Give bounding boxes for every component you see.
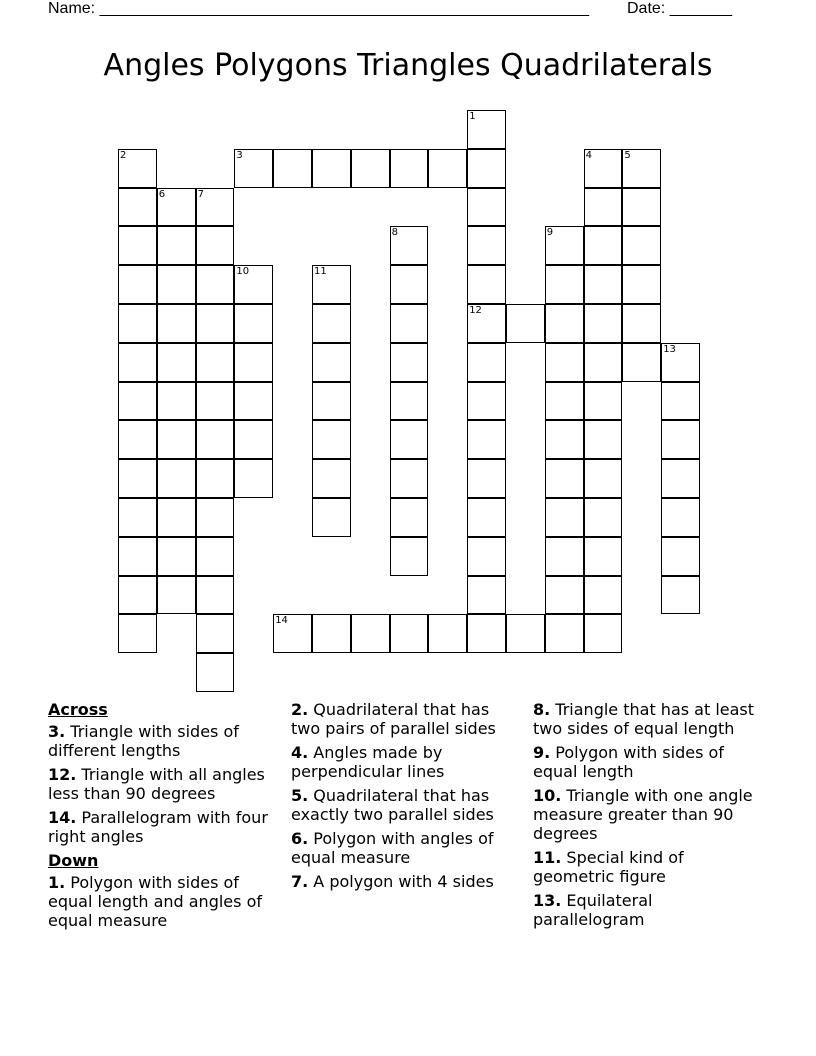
crossword-cell[interactable]	[312, 459, 351, 498]
clue-text: Polygon with angles of equal measure	[291, 829, 494, 867]
crossword-cell[interactable]	[312, 343, 351, 382]
crossword-cell[interactable]	[196, 459, 235, 498]
crossword-cell[interactable]	[273, 149, 312, 188]
crossword-cell[interactable]	[390, 265, 429, 304]
clue-number: 2.	[291, 700, 309, 719]
crossword-cell[interactable]	[312, 498, 351, 537]
crossword-cell[interactable]	[157, 576, 196, 615]
crossword-cell[interactable]	[157, 188, 196, 227]
clue-number: 4.	[291, 743, 309, 762]
clue-number: 10.	[533, 786, 562, 805]
clue-text: Angles made by perpendicular lines	[291, 743, 445, 781]
crossword-cell[interactable]	[622, 226, 661, 265]
crossword-cell[interactable]	[584, 459, 623, 498]
clue-down-9	[533, 743, 765, 781]
crossword-cell[interactable]	[157, 498, 196, 537]
crossword-cell[interactable]	[390, 304, 429, 343]
crossword-cell[interactable]	[467, 188, 506, 227]
crossword-cell[interactable]	[428, 149, 467, 188]
crossword-cell[interactable]	[622, 343, 661, 382]
down-heading: Down	[48, 851, 99, 870]
crossword-cell[interactable]	[467, 343, 506, 382]
clue-number: 7.	[291, 872, 309, 891]
crossword-cell[interactable]	[622, 188, 661, 227]
clue-down-8	[533, 700, 765, 738]
clue-text: Equilateral parallelogram	[533, 891, 653, 929]
clue-number-label: 11	[314, 266, 327, 278]
page-title: Angles Polygons Triangles Quadrilaterals	[103, 48, 713, 83]
clue-across-3	[48, 722, 280, 760]
crossword-cell[interactable]	[622, 265, 661, 304]
crossword-cell[interactable]	[118, 265, 157, 304]
crossword-cell[interactable]	[312, 614, 351, 653]
name-line[interactable]: Name: _______________________________________________________	[48, 0, 589, 17]
crossword-cell[interactable]	[661, 343, 700, 382]
crossword-cell[interactable]	[584, 188, 623, 227]
clue-number-label: 10	[236, 266, 250, 278]
clue-number-label: 14	[275, 615, 288, 627]
crossword-cell[interactable]	[467, 304, 506, 343]
crossword-cell[interactable]	[467, 382, 506, 421]
crossword-cell[interactable]	[118, 537, 157, 576]
clue-number: 14.	[48, 808, 77, 827]
crossword-cell[interactable]	[157, 382, 196, 421]
clue-down-7	[291, 872, 523, 891]
crossword-cell[interactable]	[118, 382, 157, 421]
clue-number-label: 3	[236, 149, 243, 161]
clue-text: Polygon with sides of equal length and angles of equal measure	[48, 873, 262, 930]
crossword-cell[interactable]	[118, 226, 157, 265]
clue-number-label: 13	[663, 343, 676, 355]
clues-column-2	[291, 700, 523, 896]
crossword-cell[interactable]	[390, 498, 429, 537]
crossword-cell[interactable]	[467, 459, 506, 498]
crossword-cell[interactable]	[584, 226, 623, 265]
clues-column-1	[48, 700, 280, 935]
crossword-cell[interactable]	[545, 265, 584, 304]
crossword-cell[interactable]	[118, 149, 157, 188]
clue-number: 9.	[533, 743, 551, 762]
crossword-cell[interactable]	[584, 420, 623, 459]
crossword-cell[interactable]	[661, 459, 700, 498]
crossword-cell[interactable]	[351, 149, 390, 188]
clue-down-5	[291, 786, 523, 824]
clue-down-6	[291, 829, 523, 867]
clue-text: Triangle with all angles less than 90 degrees	[48, 765, 265, 803]
crossword-cell[interactable]	[390, 226, 429, 265]
crossword-cell[interactable]	[467, 110, 506, 149]
clue-number-label: 2	[120, 149, 127, 161]
crossword-cell[interactable]	[157, 304, 196, 343]
crossword-cell[interactable]	[467, 226, 506, 265]
across-heading: Across	[48, 700, 108, 719]
clue-down-1	[48, 873, 280, 930]
clue-number: 6.	[291, 829, 309, 848]
crossword-cell[interactable]	[545, 576, 584, 615]
crossword-cell[interactable]	[545, 459, 584, 498]
crossword-cell[interactable]	[584, 304, 623, 343]
crossword-cell[interactable]	[234, 459, 273, 498]
clue-number: 8.	[533, 700, 551, 719]
crossword-cell[interactable]	[545, 304, 584, 343]
crossword-cell[interactable]	[312, 265, 351, 304]
crossword-cell[interactable]	[622, 304, 661, 343]
crossword-cell[interactable]	[584, 614, 623, 653]
clues-column-3	[533, 700, 765, 934]
clue-number-label: 6	[158, 188, 166, 200]
clue-number: 13.	[533, 891, 562, 910]
crossword-cell[interactable]	[467, 420, 506, 459]
clue-text: Polygon with sides of equal length	[533, 743, 724, 781]
crossword-cell[interactable]	[234, 382, 273, 421]
crossword-cell[interactable]	[467, 614, 506, 653]
crossword-cell[interactable]	[390, 420, 429, 459]
crossword-cell[interactable]	[196, 343, 235, 382]
crossword-cell[interactable]	[312, 149, 351, 188]
crossword-cell[interactable]	[545, 343, 584, 382]
crossword-cell[interactable]	[157, 226, 196, 265]
clue-down-4	[291, 743, 523, 781]
crossword-cell[interactable]	[661, 382, 700, 421]
crossword-cell[interactable]	[661, 576, 700, 615]
clue-number: 3.	[48, 722, 66, 741]
clue-down-13	[533, 891, 765, 929]
crossword-cell[interactable]	[584, 343, 623, 382]
crossword-cell[interactable]	[196, 188, 235, 227]
crossword-cell[interactable]	[234, 343, 273, 382]
crossword-cell[interactable]	[196, 537, 235, 576]
crossword-cell[interactable]	[118, 420, 157, 459]
clue-text: Triangle with sides of different lengths	[48, 722, 239, 760]
crossword-cell[interactable]	[467, 576, 506, 615]
crossword-cell[interactable]	[390, 343, 429, 382]
crossword-cell[interactable]	[390, 149, 429, 188]
clue-number: 1.	[48, 873, 66, 892]
crossword-cell[interactable]	[312, 304, 351, 343]
crossword-cell[interactable]	[196, 265, 235, 304]
crossword-cell[interactable]	[390, 382, 429, 421]
crossword-cell[interactable]	[467, 265, 506, 304]
crossword-cell[interactable]	[390, 537, 429, 576]
crossword-cell[interactable]	[196, 226, 235, 265]
crossword-cell[interactable]	[584, 576, 623, 615]
crossword-cell[interactable]	[506, 614, 545, 653]
clue-text: Triangle that has at least two sides of equal length	[533, 700, 755, 738]
crossword-cell[interactable]	[545, 537, 584, 576]
date-line[interactable]: Date: _______	[627, 0, 732, 17]
crossword-cell[interactable]	[118, 498, 157, 537]
crossword-cell[interactable]	[351, 614, 390, 653]
clue-number: 5.	[291, 786, 309, 805]
crossword-cell[interactable]	[661, 420, 700, 459]
clue-down-2	[291, 700, 523, 738]
crossword-cell[interactable]	[506, 304, 545, 343]
clue-number-label: 4	[585, 149, 592, 161]
clue-down-11	[533, 848, 765, 886]
clue-number-label: 9	[546, 227, 554, 239]
crossword-cell[interactable]	[157, 265, 196, 304]
crossword-cell[interactable]	[196, 653, 235, 692]
crossword-cell[interactable]	[196, 576, 235, 615]
clue-number: 11.	[533, 848, 562, 867]
crossword-cell[interactable]	[312, 382, 351, 421]
clue-number-label: 8	[391, 227, 398, 239]
clue-number-label: 5	[624, 149, 631, 161]
crossword-cell[interactable]	[118, 614, 157, 653]
crossword-cell[interactable]	[118, 188, 157, 227]
clue-across-12	[48, 765, 280, 803]
crossword-cell[interactable]	[234, 304, 273, 343]
crossword-cell[interactable]	[196, 614, 235, 653]
clue-text: Quadrilateral that has two pairs of parallel sides	[291, 700, 496, 738]
crossword-cell[interactable]	[467, 537, 506, 576]
crossword-cell[interactable]	[545, 614, 584, 653]
crossword-cell[interactable]	[118, 576, 157, 615]
crossword-cell[interactable]	[234, 265, 273, 304]
crossword-cell[interactable]	[196, 498, 235, 537]
clue-text: Special kind of geometric figure	[533, 848, 684, 886]
crossword-cell[interactable]	[118, 304, 157, 343]
crossword-cell[interactable]	[390, 459, 429, 498]
clue-down-10	[533, 786, 765, 843]
clue-text: Parallelogram with four right angles	[48, 808, 268, 846]
crossword-cell[interactable]	[273, 614, 312, 653]
crossword-cell[interactable]	[661, 537, 700, 576]
crossword-cell[interactable]	[196, 382, 235, 421]
crossword-cell[interactable]	[545, 382, 584, 421]
clue-number: 12.	[48, 765, 77, 784]
crossword-cell[interactable]	[118, 459, 157, 498]
crossword-cell[interactable]	[622, 149, 661, 188]
clue-number-label: 12	[469, 305, 482, 316]
crossword-cell[interactable]	[428, 614, 467, 653]
crossword-cell[interactable]	[661, 498, 700, 537]
crossword-cell[interactable]	[584, 382, 623, 421]
crossword-cell[interactable]	[545, 498, 584, 537]
crossword-cell[interactable]	[545, 420, 584, 459]
clue-across-14	[48, 808, 280, 846]
crossword-cell[interactable]	[584, 498, 623, 537]
crossword-cell[interactable]	[157, 343, 196, 382]
crossword-cell[interactable]	[234, 420, 273, 459]
crossword-cell[interactable]	[118, 343, 157, 382]
crossword-cell[interactable]	[157, 537, 196, 576]
crossword-cell[interactable]	[584, 537, 623, 576]
clue-number-label: 7	[197, 188, 204, 200]
clue-text: Quadrilateral that has exactly two parallel sides	[291, 786, 494, 824]
crossword-cell[interactable]	[584, 265, 623, 304]
clue-number-label: 1	[469, 111, 476, 122]
crossword-cell[interactable]	[196, 304, 235, 343]
clue-text: A polygon with 4 sides	[308, 872, 494, 891]
crossword-cell[interactable]	[157, 459, 196, 498]
crossword-cell[interactable]	[312, 420, 351, 459]
crossword-cell[interactable]	[467, 498, 506, 537]
crossword-cell[interactable]	[390, 614, 429, 653]
crossword-cell[interactable]	[196, 420, 235, 459]
crossword-cell[interactable]	[467, 149, 506, 188]
crossword-cell[interactable]	[234, 149, 273, 188]
clue-text: Triangle with one angle measure greater than 90 degrees	[533, 786, 753, 843]
crossword-cell[interactable]	[584, 149, 623, 188]
crossword-cell[interactable]	[545, 226, 584, 265]
crossword-cell[interactable]	[157, 420, 196, 459]
